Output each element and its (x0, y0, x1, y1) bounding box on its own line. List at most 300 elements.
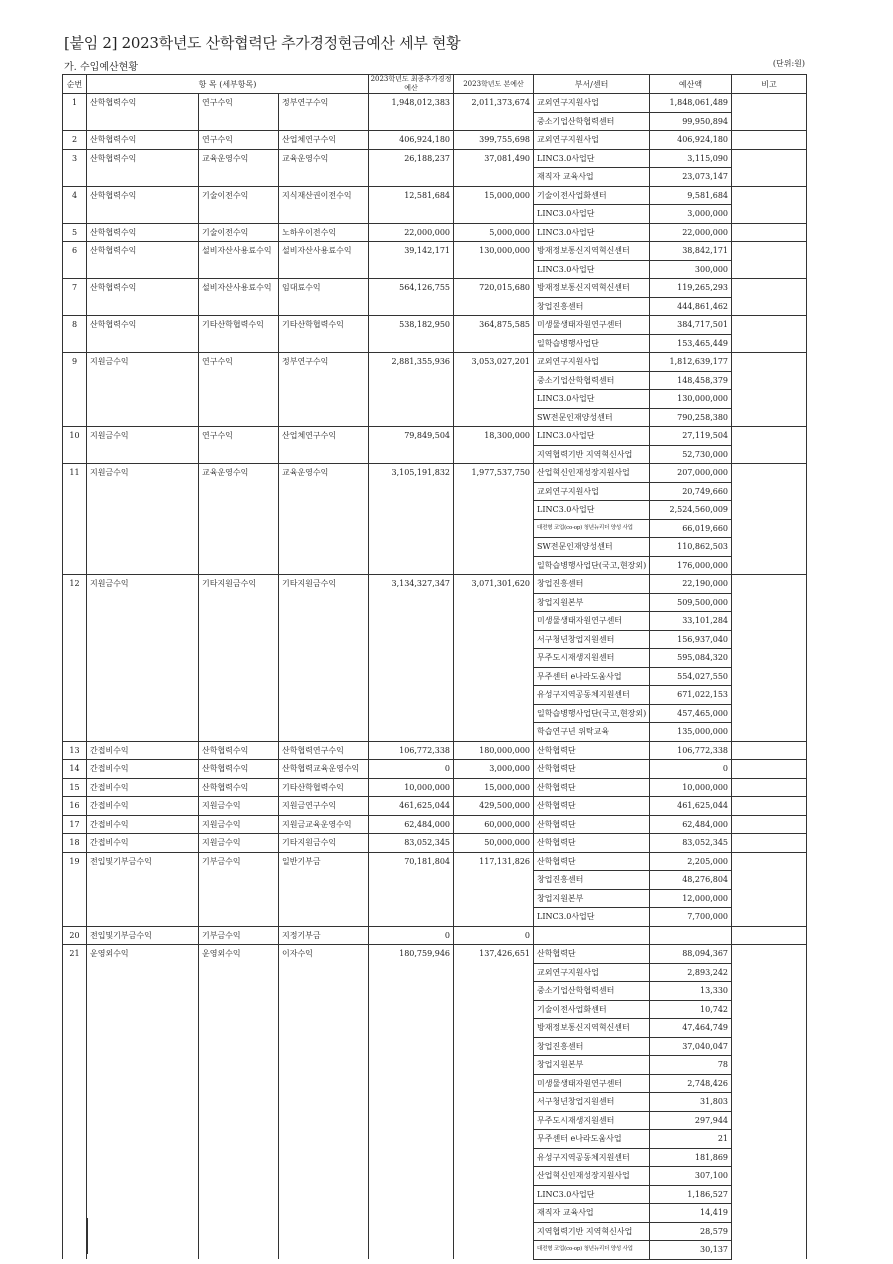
category-mid: 연구수익 (199, 353, 279, 427)
row-number: 21 (63, 945, 87, 1260)
main-budget-value: 18,300,000 (454, 427, 534, 464)
category-mid: 기타산학협력수익 (199, 316, 279, 353)
dept-cell: 산학협력단 (534, 778, 650, 797)
dept-cell: 산학협력단 (534, 815, 650, 834)
dept-cell: 일학습병행사업단 (534, 334, 650, 353)
dept-cell: 재직자 교육사업 (534, 168, 650, 187)
dept-cell: 미생물생태자원연구센터 (534, 612, 650, 631)
table-row (63, 353, 807, 372)
amount-cell: 3,000,000 (650, 205, 732, 224)
final-prev-value: 538,182,950 (369, 316, 454, 353)
final-prev-value: 70,181,804 (369, 852, 454, 926)
dept-cell: 교외연구지원사업 (534, 131, 650, 150)
category-mid: 산학협력수익 (199, 760, 279, 779)
note-cell (732, 778, 807, 797)
dept-cell: 지역협력기반 지역혁신사업 (534, 1222, 650, 1241)
dept-cell: 대전형 코업(co-op) 청년뉴리더 양성 사업 (534, 1241, 650, 1260)
amount-cell: 28,579 (650, 1222, 732, 1241)
document-title: [붙임 2] 2023학년도 산학협력단 추가경정현금예산 세부 현황 (64, 34, 461, 52)
amount-cell: 135,000,000 (650, 723, 732, 742)
category-mid: 산학협력수익 (199, 741, 279, 760)
dept-cell: 일학습병행사업단(국고,현장외) (534, 704, 650, 723)
amount-cell: 83,052,345 (650, 834, 732, 853)
final-prev-value: 62,484,000 (369, 815, 454, 834)
table-row (63, 464, 807, 483)
amount-cell: 10,742 (650, 1000, 732, 1019)
amount-cell: 47,464,749 (650, 1019, 732, 1038)
note-cell (732, 760, 807, 779)
final-prev-value: 26,188,237 (369, 149, 454, 186)
table-row (63, 575, 807, 594)
note-cell (732, 926, 807, 945)
category-main: 산학협력수익 (87, 223, 199, 242)
category-mid: 연구수익 (199, 131, 279, 150)
amount-cell: 406,924,180 (650, 131, 732, 150)
dept-cell: 유성구지역공동체지원센터 (534, 686, 650, 705)
row-number: 9 (63, 353, 87, 427)
dept-cell: 서구청년창업지원센터 (534, 630, 650, 649)
category-main: 지원금수익 (87, 427, 199, 464)
note-cell (732, 427, 807, 464)
header-row (63, 75, 807, 94)
main-budget-value: 3,071,301,620 (454, 575, 534, 742)
row-number: 10 (63, 427, 87, 464)
final-prev-value: 83,052,345 (369, 834, 454, 853)
dept-cell: 산학협력단 (534, 852, 650, 871)
amount-cell: 13,330 (650, 982, 732, 1001)
final-prev-value: 39,142,171 (369, 242, 454, 279)
final-prev-value: 3,134,327,347 (369, 575, 454, 742)
final-prev-value: 12,581,684 (369, 186, 454, 223)
note-cell (732, 852, 807, 926)
category-detail: 산업체연구수익 (279, 131, 369, 150)
row-number: 13 (63, 741, 87, 760)
row-number: 14 (63, 760, 87, 779)
amount-cell: 99,950,894 (650, 112, 732, 131)
table-row (63, 131, 807, 150)
row-number: 8 (63, 316, 87, 353)
dept-cell: 교외연구지원사업 (534, 482, 650, 501)
category-mid: 기부금수익 (199, 926, 279, 945)
main-budget-value: 0 (454, 926, 534, 945)
dept-cell: 창업지원본부 (534, 593, 650, 612)
main-budget-value: 364,875,585 (454, 316, 534, 353)
dept-cell: 미생물생태자원연구센터 (534, 316, 650, 335)
amount-cell: 1,812,639,177 (650, 353, 732, 372)
note-cell (732, 575, 807, 742)
category-mid: 기타지원금수익 (199, 575, 279, 742)
row-number: 20 (63, 926, 87, 945)
table-row (63, 778, 807, 797)
row-number: 1 (63, 94, 87, 131)
row-number: 2 (63, 131, 87, 150)
unit-label: (단위:원) (772, 59, 805, 68)
note-cell (732, 945, 807, 1260)
dept-cell: 중소기업산학협력센터 (534, 112, 650, 131)
table-row (63, 815, 807, 834)
amount-cell: 52,730,000 (650, 445, 732, 464)
amount-cell: 457,465,000 (650, 704, 732, 723)
category-detail: 기타산학협력수익 (279, 778, 369, 797)
dept-cell: LINC3.0사업단 (534, 260, 650, 279)
main-budget-value: 429,500,000 (454, 797, 534, 816)
row-number: 12 (63, 575, 87, 742)
final-prev-value: 406,924,180 (369, 131, 454, 150)
final-prev-value: 1,948,012,383 (369, 94, 454, 131)
final-prev-value: 3,105,191,832 (369, 464, 454, 575)
amount-cell: 78 (650, 1056, 732, 1075)
amount-cell: 156,937,040 (650, 630, 732, 649)
category-detail: 기타지원금수익 (279, 834, 369, 853)
category-mid: 기술이전수익 (199, 223, 279, 242)
amount-cell: 554,027,550 (650, 667, 732, 686)
dept-cell: SW전문인재양성센터 (534, 408, 650, 427)
category-main: 산학협력수익 (87, 316, 199, 353)
category-detail: 일반기부금 (279, 852, 369, 926)
category-main: 지원금수익 (87, 353, 199, 427)
dept-cell (534, 926, 650, 945)
dept-cell: LINC3.0사업단 (534, 908, 650, 927)
category-mid: 지원금수익 (199, 797, 279, 816)
main-budget-value: 5,000,000 (454, 223, 534, 242)
main-budget-value: 15,000,000 (454, 186, 534, 223)
final-prev-value: 180,759,946 (369, 945, 454, 1260)
category-main: 산학협력수익 (87, 94, 199, 131)
main-budget-value: 15,000,000 (454, 778, 534, 797)
table-row (63, 797, 807, 816)
note-cell (732, 186, 807, 223)
category-main: 산학협력수익 (87, 186, 199, 223)
table-row (63, 242, 807, 261)
dept-cell: 무주도시재생지원센터 (534, 1111, 650, 1130)
dept-cell: LINC3.0사업단 (534, 390, 650, 409)
table-row (63, 94, 807, 113)
amount-cell: 33,101,284 (650, 612, 732, 631)
amount-cell: 595,084,320 (650, 649, 732, 668)
table-row (63, 741, 807, 760)
table-row (63, 427, 807, 446)
category-main: 간접비수익 (87, 797, 199, 816)
amount-cell: 2,524,560,009 (650, 501, 732, 520)
final-prev-value: 10,000,000 (369, 778, 454, 797)
table-row (63, 945, 807, 964)
dept-cell: 창업진흥센터 (534, 1037, 650, 1056)
category-detail: 설비자산사용료수익 (279, 242, 369, 279)
category-detail: 지원금연구수익 (279, 797, 369, 816)
dept-cell: 교외연구지원사업 (534, 94, 650, 113)
left-margin-line (63, 1218, 88, 1254)
note-cell (732, 741, 807, 760)
category-detail: 산업체연구수익 (279, 427, 369, 464)
dept-cell: 중소기업산학협력센터 (534, 982, 650, 1001)
table-row (63, 149, 807, 168)
dept-cell: 산학협력단 (534, 760, 650, 779)
dept-cell: 유성구지역공동체지원센터 (534, 1148, 650, 1167)
category-detail: 지원금교육운영수익 (279, 815, 369, 834)
category-detail: 임대료수익 (279, 279, 369, 316)
dept-cell: LINC3.0사업단 (534, 205, 650, 224)
amount-cell: 2,205,000 (650, 852, 732, 871)
amount-cell: 38,842,171 (650, 242, 732, 261)
amount-cell: 22,190,000 (650, 575, 732, 594)
amount-cell: 48,276,804 (650, 871, 732, 890)
category-detail: 기타지원금수익 (279, 575, 369, 742)
amount-cell: 110,862,503 (650, 538, 732, 557)
amount-cell: 181,869 (650, 1148, 732, 1167)
note-cell (732, 797, 807, 816)
row-number: 4 (63, 186, 87, 223)
dept-cell: 창업진흥센터 (534, 297, 650, 316)
main-budget-value: 720,015,680 (454, 279, 534, 316)
amount-cell: 106,772,338 (650, 741, 732, 760)
category-mid: 설비자산사용료수익 (199, 279, 279, 316)
header-final-prev: 2023학년도 최종추가경정예산 (369, 75, 454, 94)
category-detail: 산학협력교육운영수익 (279, 760, 369, 779)
category-main: 간접비수익 (87, 815, 199, 834)
dept-cell: 미생물생태자원연구센터 (534, 1074, 650, 1093)
category-main: 산학협력수익 (87, 242, 199, 279)
category-detail: 기타산학협력수익 (279, 316, 369, 353)
row-number: 11 (63, 464, 87, 575)
category-main: 전입및기부금수익 (87, 926, 199, 945)
amount-cell: 10,000,000 (650, 778, 732, 797)
table-row (63, 852, 807, 871)
amount-cell: 1,186,527 (650, 1185, 732, 1204)
header-amount: 예산액 (650, 75, 732, 94)
dept-cell: 학습연구년 위탁교육 (534, 723, 650, 742)
main-budget-value: 399,755,698 (454, 131, 534, 150)
note-cell (732, 316, 807, 353)
table-row (63, 279, 807, 298)
final-prev-value: 461,625,044 (369, 797, 454, 816)
table-body (63, 94, 807, 1260)
category-main: 산학협력수익 (87, 149, 199, 186)
dept-cell: 대전형 코업(co-op) 청년뉴리더 양성 사업 (534, 519, 650, 538)
note-cell (732, 242, 807, 279)
category-mid: 교육운영수익 (199, 149, 279, 186)
category-detail: 산학협력연구수익 (279, 741, 369, 760)
amount-cell: 2,748,426 (650, 1074, 732, 1093)
row-number: 15 (63, 778, 87, 797)
category-mid: 지원금수익 (199, 834, 279, 853)
final-prev-value: 22,000,000 (369, 223, 454, 242)
dept-cell: 교외연구지원사업 (534, 353, 650, 372)
main-budget-value: 3,000,000 (454, 760, 534, 779)
category-detail: 이자수익 (279, 945, 369, 1260)
dept-cell: 기술이전사업화센터 (534, 186, 650, 205)
main-budget-value: 60,000,000 (454, 815, 534, 834)
category-detail: 지식재산권이전수익 (279, 186, 369, 223)
row-number: 16 (63, 797, 87, 816)
amount-cell: 7,700,000 (650, 908, 732, 927)
dept-cell: 무주센터 e나라도움사업 (534, 667, 650, 686)
category-mid: 기부금수익 (199, 852, 279, 926)
amount-cell: 176,000,000 (650, 556, 732, 575)
amount-cell: 21 (650, 1130, 732, 1149)
note-cell (732, 815, 807, 834)
dept-cell: LINC3.0사업단 (534, 149, 650, 168)
category-detail: 정부연구수익 (279, 353, 369, 427)
main-budget-value: 130,000,000 (454, 242, 534, 279)
main-budget-value: 117,131,826 (454, 852, 534, 926)
main-budget-value: 2,011,373,674 (454, 94, 534, 131)
dept-cell: 기술이전사업화센터 (534, 1000, 650, 1019)
amount-cell: 148,458,379 (650, 371, 732, 390)
category-main: 간접비수익 (87, 778, 199, 797)
dept-cell: 산업혁신인재성장지원사업 (534, 1167, 650, 1186)
table-row (63, 834, 807, 853)
amount-cell: 14,419 (650, 1204, 732, 1223)
dept-cell: 산학협력단 (534, 797, 650, 816)
dept-cell: 창업진흥센터 (534, 871, 650, 890)
dept-cell: 방재정보통신지역혁신센터 (534, 242, 650, 261)
dept-cell: 창업지원본부 (534, 889, 650, 908)
dept-cell: 산업혁신인재성장지원사업 (534, 464, 650, 483)
note-cell (732, 279, 807, 316)
table-row (63, 223, 807, 242)
note-cell (732, 223, 807, 242)
category-detail: 정부연구수익 (279, 94, 369, 131)
amount-cell: 12,000,000 (650, 889, 732, 908)
dept-cell: 중소기업산학협력센터 (534, 371, 650, 390)
main-budget-value: 3,053,027,201 (454, 353, 534, 427)
main-budget-value: 37,081,490 (454, 149, 534, 186)
revenue-budget-table (62, 74, 807, 1260)
final-prev-value: 106,772,338 (369, 741, 454, 760)
final-prev-value: 79,849,504 (369, 427, 454, 464)
table-row (63, 186, 807, 205)
note-cell (732, 834, 807, 853)
category-mid: 설비자산사용료수익 (199, 242, 279, 279)
category-main: 전입및기부금수익 (87, 852, 199, 926)
amount-cell: 300,000 (650, 260, 732, 279)
amount-cell: 9,581,684 (650, 186, 732, 205)
category-main: 간접비수익 (87, 741, 199, 760)
category-detail: 지정기부금 (279, 926, 369, 945)
amount-cell: 509,500,000 (650, 593, 732, 612)
final-prev-value: 2,881,355,936 (369, 353, 454, 427)
header-item: 항 목 (세부항목) (87, 75, 369, 94)
note-cell (732, 94, 807, 131)
category-mid: 산학협력수익 (199, 778, 279, 797)
amount-cell: 297,944 (650, 1111, 732, 1130)
note-cell (732, 464, 807, 575)
amount-cell: 31,803 (650, 1093, 732, 1112)
dept-cell: LINC3.0사업단 (534, 223, 650, 242)
table-row (63, 926, 807, 945)
amount-cell: 1,848,061,489 (650, 94, 732, 113)
row-number: 7 (63, 279, 87, 316)
amount-cell: 22,000,000 (650, 223, 732, 242)
amount-cell: 37,040,047 (650, 1037, 732, 1056)
note-cell (732, 149, 807, 186)
amount-cell: 307,100 (650, 1167, 732, 1186)
amount-cell (650, 926, 732, 945)
amount-cell: 88,094,367 (650, 945, 732, 964)
amount-cell: 130,000,000 (650, 390, 732, 409)
final-prev-value: 0 (369, 926, 454, 945)
amount-cell: 384,717,501 (650, 316, 732, 335)
amount-cell: 3,115,090 (650, 149, 732, 168)
header-no: 순번 (63, 75, 87, 94)
category-main: 지원금수익 (87, 464, 199, 575)
main-budget-value: 50,000,000 (454, 834, 534, 853)
row-number: 6 (63, 242, 87, 279)
row-number: 17 (63, 815, 87, 834)
category-main: 산학협력수익 (87, 131, 199, 150)
final-prev-value: 564,126,755 (369, 279, 454, 316)
dept-cell: 산학협력단 (534, 741, 650, 760)
amount-cell: 20,749,660 (650, 482, 732, 501)
amount-cell: 444,861,462 (650, 297, 732, 316)
final-prev-value: 0 (369, 760, 454, 779)
category-mid: 지원금수익 (199, 815, 279, 834)
header-dept: 부서/센터 (534, 75, 650, 94)
section-subtitle: 가. 수입예산현황 (64, 62, 138, 73)
category-main: 간접비수익 (87, 834, 199, 853)
note-cell (732, 131, 807, 150)
category-mid: 운영외수익 (199, 945, 279, 1260)
header-main-budget: 2023학년도 본예산 (454, 75, 534, 94)
dept-cell: LINC3.0사업단 (534, 501, 650, 520)
dept-cell: 지역협력기반 지역혁신사업 (534, 445, 650, 464)
dept-cell: 서구청년창업지원센터 (534, 1093, 650, 1112)
category-mid: 기술이전수익 (199, 186, 279, 223)
row-number: 18 (63, 834, 87, 853)
category-detail: 교육운영수익 (279, 464, 369, 575)
amount-cell: 27,119,504 (650, 427, 732, 446)
header-note: 비고 (732, 75, 807, 94)
row-number: 19 (63, 852, 87, 926)
amount-cell: 671,022,153 (650, 686, 732, 705)
dept-cell: 방재정보통신지역혁신센터 (534, 279, 650, 298)
table-row (63, 316, 807, 335)
category-detail: 교육운영수익 (279, 149, 369, 186)
dept-cell: 교외연구지원사업 (534, 963, 650, 982)
dept-cell: LINC3.0사업단 (534, 427, 650, 446)
main-budget-value: 137,426,651 (454, 945, 534, 1260)
dept-cell: 무주센터 e나라도움사업 (534, 1130, 650, 1149)
dept-cell: 일학습병행사업단(국고,현장외) (534, 556, 650, 575)
category-mid: 연구수익 (199, 427, 279, 464)
amount-cell: 790,258,380 (650, 408, 732, 427)
amount-cell: 119,265,293 (650, 279, 732, 298)
dept-cell: 창업지원본부 (534, 1056, 650, 1075)
dept-cell: 방재정보통신지역혁신센터 (534, 1019, 650, 1038)
dept-cell: LINC3.0사업단 (534, 1185, 650, 1204)
dept-cell: 무주도시재생지원센터 (534, 649, 650, 668)
amount-cell: 66,019,660 (650, 519, 732, 538)
category-main: 산학협력수익 (87, 279, 199, 316)
amount-cell: 62,484,000 (650, 815, 732, 834)
dept-cell: 재직자 교육사업 (534, 1204, 650, 1223)
category-main: 운영외수익 (87, 945, 199, 1260)
amount-cell: 0 (650, 760, 732, 779)
main-budget-value: 1,977,537,750 (454, 464, 534, 575)
category-main: 지원금수익 (87, 575, 199, 742)
dept-cell: 창업진흥센터 (534, 575, 650, 594)
note-cell (732, 353, 807, 427)
table-row (63, 760, 807, 779)
main-budget-value: 180,000,000 (454, 741, 534, 760)
dept-cell: 산학협력단 (534, 834, 650, 853)
dept-cell: SW전문인재양성센터 (534, 538, 650, 557)
row-number: 3 (63, 149, 87, 186)
amount-cell: 153,465,449 (650, 334, 732, 353)
dept-cell: 산학협력단 (534, 945, 650, 964)
category-mid: 교육운영수익 (199, 464, 279, 575)
row-number: 5 (63, 223, 87, 242)
